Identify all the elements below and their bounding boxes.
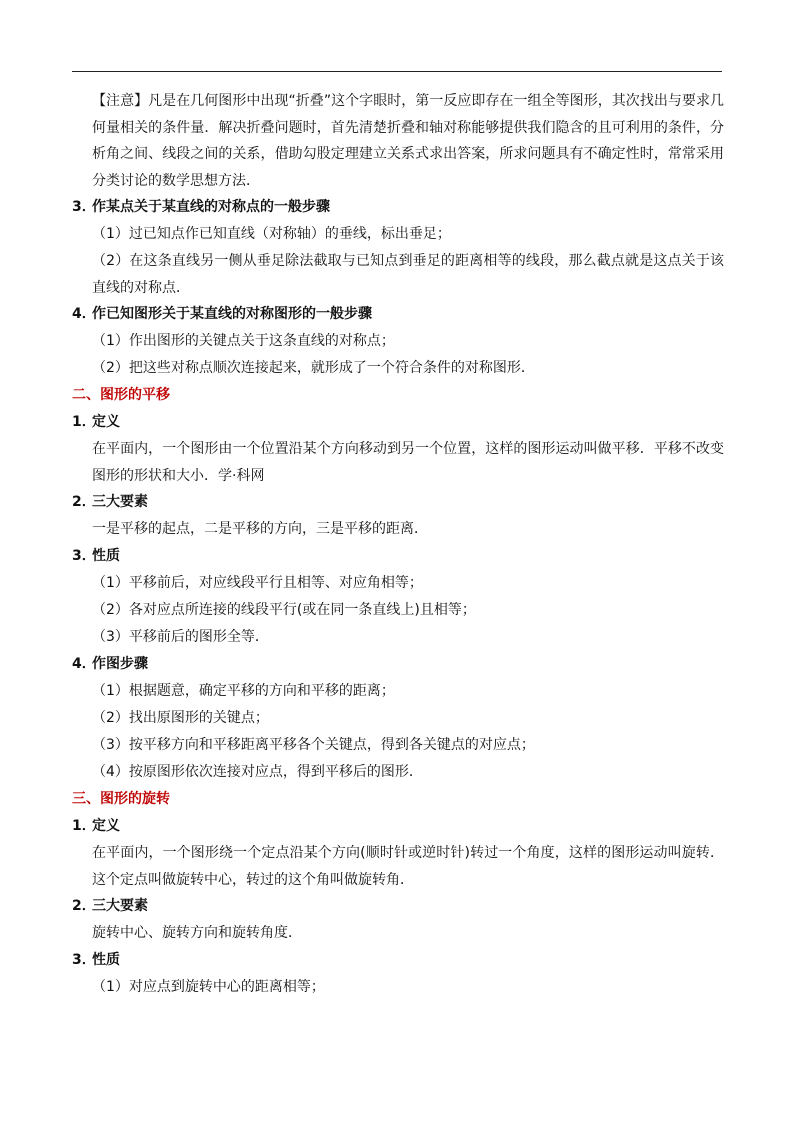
step-item: （1）作出图形的关键点关于这条直线的对称点；	[92, 333, 395, 349]
section-number: 2．	[72, 898, 96, 914]
step-item: （3）按平移方向和平移距离平移各个关键点，得到各关键点的对应点；	[92, 737, 535, 753]
step-item: （2）把这些对称点顺次连接起来，就形成了一个符合条件的对称图形．	[92, 360, 535, 376]
subsection-heading	[72, 489, 724, 516]
section-heading	[72, 301, 724, 328]
subsection-heading	[72, 947, 724, 974]
property-item: （2）各对应点所连接的线段平行(或在同一条直线上)且相等；	[92, 602, 476, 618]
section-title: 作某点关于某直线的对称点的一般步骤	[92, 199, 330, 215]
section-number: 4．	[72, 306, 96, 322]
subsection-heading	[72, 813, 724, 840]
note-paragraph: 【注意】凡是在几何图形中出现“折叠”这个字眼时，第一反应即存在一组全等图形，其次找出与要求几何量相关的条件量．解决折叠问题时，首先清楚折叠和轴对称能够提供我们隐含的且可利用的条件，分析角之间、线段之间的关系，借助勾股定理建立关系式求出答案，所求问题具有不确定性时，常常采用分类讨论的数学思想方法．	[92, 93, 724, 189]
elements-text: 一是平移的起点，二是平移的方向，三是平移的距离．	[92, 521, 428, 537]
subsection-title: 三大要素	[92, 898, 148, 914]
subsection-heading	[72, 651, 724, 678]
section-number: 4．	[72, 656, 96, 672]
step-item: （4）按原图形依次连接对应点，得到平移后的图形．	[92, 764, 423, 780]
section-number: 1．	[72, 818, 96, 834]
step-item: （1）过已知点作已知直线（对称轴）的垂线，标出垂足；	[92, 226, 451, 242]
subsection-heading	[72, 893, 724, 920]
property-item: （1）对应点到旋转中心的距离相等；	[92, 979, 325, 995]
chapter-heading-translation: 二、图形的平移	[72, 387, 170, 403]
subsection-title: 作图步骤	[92, 656, 148, 672]
section-number: 2．	[72, 494, 96, 510]
subsection-title: 性质	[92, 952, 120, 968]
step-item: （2）在这条直线另一侧从垂足除法截取与已知点到垂足的距离相等的线段，那么截点就是这点关于该直线的对称点．	[92, 253, 724, 296]
subsection-title: 定义	[92, 818, 120, 834]
step-item: （2）找出原图形的关键点；	[92, 710, 269, 726]
document-body	[72, 88, 724, 1001]
definition-text: 在平面内，一个图形绕一个定点沿某个方向(顺时针或逆时针)转过一个角度，这样的图形运动叫旋转．这个定点叫做旋转中心，转过的这个角叫做旋转角．	[92, 845, 724, 888]
definition-text: 在平面内，一个图形由一个位置沿某个方向移动到另一个位置，这样的图形运动叫做平移．平移不改变图形的形状和大小．学·科网	[92, 441, 724, 484]
section-number: 3．	[72, 952, 96, 968]
section-heading	[72, 194, 724, 221]
section-number: 3．	[72, 199, 96, 215]
subsection-title: 定义	[92, 414, 120, 430]
subsection-title: 三大要素	[92, 494, 148, 510]
section-number: 1．	[72, 414, 96, 430]
elements-text: 旋转中心、旋转方向和旋转角度．	[92, 925, 302, 941]
property-item: （1）平移前后，对应线段平行且相等、对应角相等；	[92, 575, 423, 591]
subsection-title: 性质	[92, 548, 120, 564]
property-item: （3）平移前后的图形全等．	[92, 629, 269, 645]
subsection-heading	[72, 409, 724, 436]
chapter-heading-rotation: 三、图形的旋转	[72, 791, 170, 807]
section-number: 3．	[72, 548, 96, 564]
step-item: （1）根据题意，确定平移的方向和平移的距离；	[92, 683, 395, 699]
header-rule	[72, 71, 722, 72]
subsection-heading	[72, 543, 724, 570]
section-title: 作已知图形关于某直线的对称图形的一般步骤	[92, 306, 372, 322]
